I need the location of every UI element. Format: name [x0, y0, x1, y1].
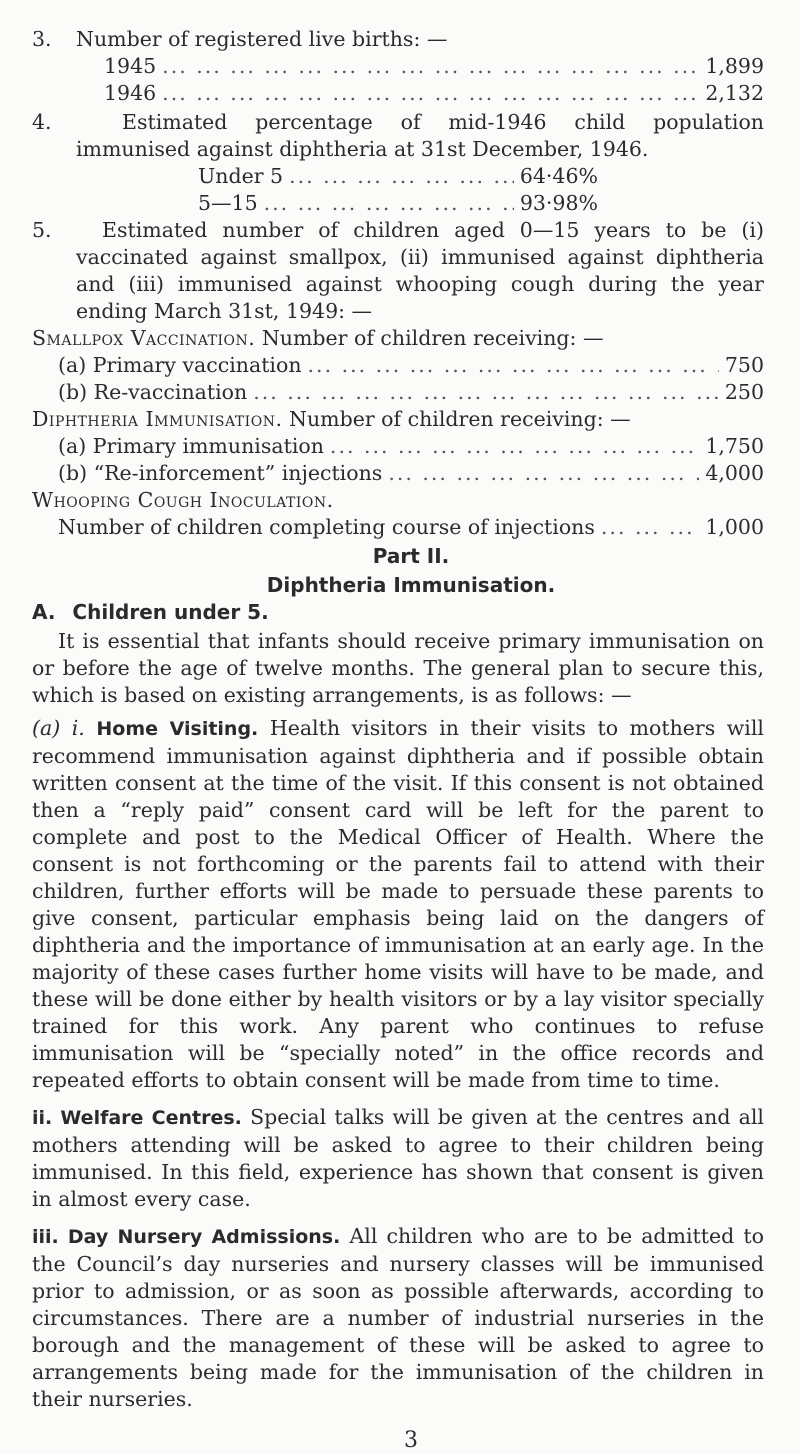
- whooping-section: [32, 487, 764, 541]
- births-row: 1945 ... . 1,899: [104, 53, 764, 80]
- item-title: Home Visiting.: [96, 718, 259, 740]
- smallpox-subheading: Number of children receiving: —: [261, 326, 604, 350]
- section-a-title: Children under 5.: [72, 600, 269, 624]
- page-number: 3: [404, 1428, 418, 1453]
- item-marker: (a) i.: [32, 716, 85, 740]
- item-text: All children who are to be admitted to the Council’s day nurseries and nursery classes will be immunised prior to admission, or as soon as possible afterwards, according to circumstances. There are a number of industrial nurseries in the borough and the management of these will be asked to agree to arrangements being made for the immunisation of the children in their nurseries.: [32, 1224, 764, 1411]
- section-number: 5.: [32, 218, 52, 242]
- item-text: Special talks will be given at the centres and all mothers attending will be asked to agree to their children being immunised. In this field, experience has shown that consent is given in almost every case.: [32, 1105, 764, 1211]
- diphtheria-subheading: Number of children receiving: —: [289, 407, 631, 431]
- section-title: Number of registered live births: —: [76, 27, 448, 51]
- item-marker: ii.: [32, 1107, 53, 1129]
- smallpox-section: [32, 325, 764, 406]
- section-number: 3.: [32, 27, 52, 51]
- smallpox-row: (b) Re-vaccination ... . 250: [58, 379, 764, 406]
- section-text: Estimated number of children aged 0—15 years to be (i) vaccinated against smallpox, (ii) immunised against diphtheria and (iii) immunised against whooping cough during the year ending March 31st, 1949: —: [76, 218, 764, 323]
- item-welfare-centres: [32, 1104, 764, 1213]
- section-text: Estimated percentage of mid-1946 child population immunised against diphtheria at 31st December, 1946.: [76, 110, 764, 161]
- smallpox-heading: Smallpox Vaccination.: [32, 326, 256, 350]
- item-home-visiting: [32, 715, 764, 1094]
- item-marker: iii.: [32, 1226, 59, 1248]
- part-title: Part II.: [372, 544, 450, 568]
- births-row: 1946 ... . 2,132: [104, 80, 764, 107]
- section-3: [32, 26, 764, 107]
- item-day-nursery: [32, 1223, 764, 1413]
- section-a: [32, 599, 764, 1413]
- diphtheria-row: (a) Primary immunisation ... . 1,750: [58, 433, 764, 460]
- whooping-heading: Whooping Cough Inoculation.: [32, 488, 334, 512]
- section-number: 4.: [32, 110, 52, 134]
- smallpox-row: (a) Primary vaccination ... . 750: [58, 352, 764, 379]
- item-text: Health visitors in their visits to mothers will recommend immunisation against diphtheria and if possible obtain written consent at the time of the visit. If this consent is not obtained then a “reply paid” consent card will be left for the parent to complete and post to the Medical Officer of Health. Where the consent is not forthcoming or the parents fail to attend with their children, further efforts will be made to persuade these parents to give consent, particular emphasis being laid on the dangers of diphtheria and the importance of immunisation at an early age. In the majority of these cases further home visits will have to be made, and these will be done either by health visitors or by a lay visitor specially trained for this work. Any parent who continues to refuse immunisation will be “specially noted” in the office records and repeated efforts to obtain consent will be made from time to time.: [32, 716, 764, 1092]
- percentage-row: Under 5 ... . 64·46%: [198, 163, 598, 190]
- diphtheria-heading: Diphtheria Immunisation.: [32, 407, 283, 431]
- item-title: Welfare Centres.: [60, 1107, 242, 1129]
- whooping-row: Number of children completing course of injections ... . 1,000: [58, 514, 764, 541]
- section-letter: A.: [32, 600, 56, 624]
- percentage-row: 5—15 ... . 93·98%: [198, 190, 598, 217]
- diphtheria-row: (b) “Re-inforcement” injections ... . 4,000: [58, 460, 764, 487]
- section-5: [32, 217, 764, 325]
- item-title: Day Nursery Admissions.: [67, 1226, 341, 1248]
- diphtheria-section: [32, 406, 764, 487]
- part-subtitle: Diphtheria Immunisation.: [266, 573, 556, 597]
- section-4: [32, 109, 764, 217]
- section-a-intro: It is essential that infants should receive primary immunisation on or before the age of twelve months. The general plan to secure this, which is based on existing arrangements, is as follows: —: [32, 629, 764, 707]
